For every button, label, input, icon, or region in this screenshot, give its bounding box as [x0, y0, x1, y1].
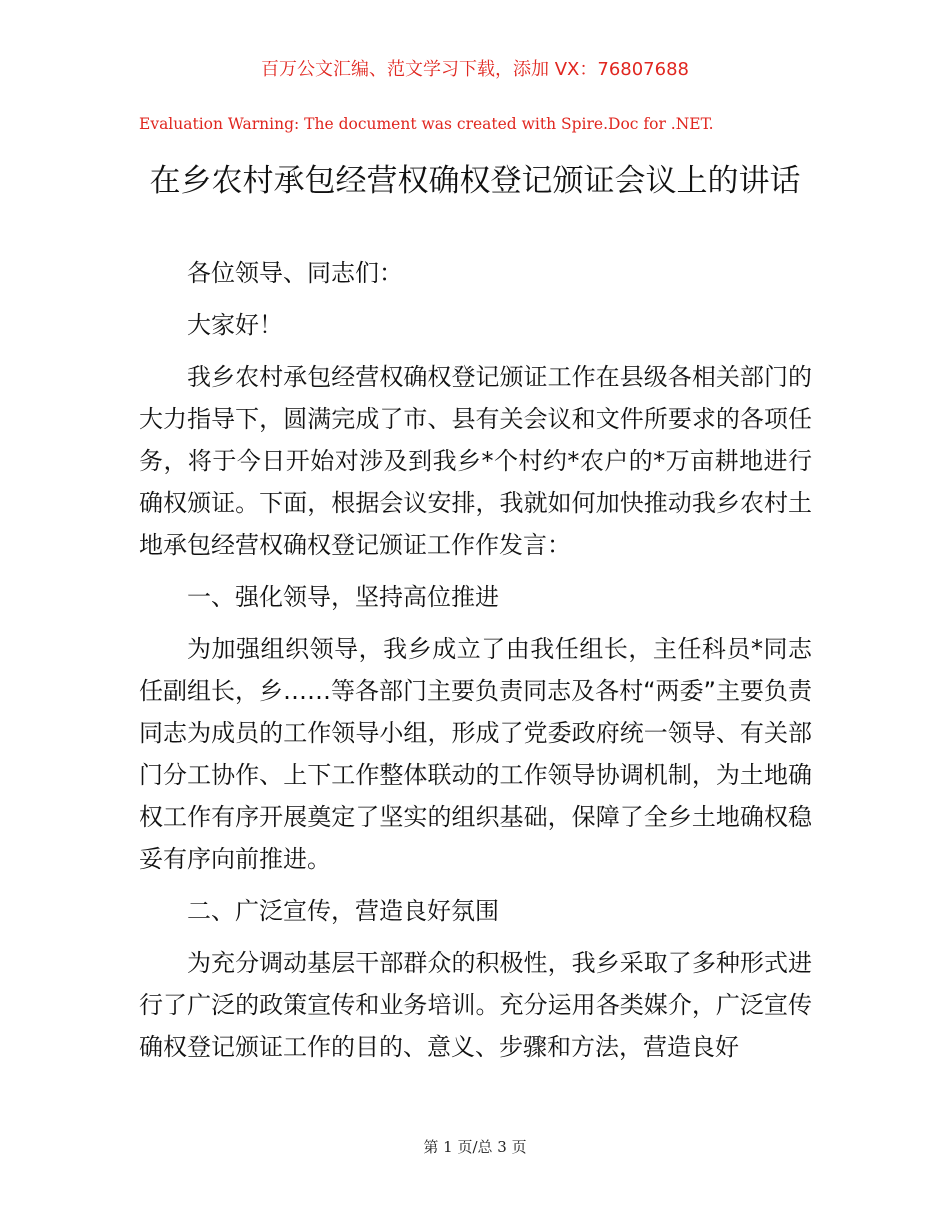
document-body	[139, 252, 812, 1078]
page-number: 第 1 页/总 3 页	[423, 1138, 527, 1156]
salutation: 各位领导、同志们：	[187, 259, 403, 287]
greeting: 大家好！	[187, 311, 283, 339]
paragraph: 我乡农村承包经营权确权登记颁证工作在县级各相关部门的大力指导下，圆满完成了市、县有关会议和文件所要求的各项任务，将于今日开始对涉及到我乡*个村约*农户的*万亩耕地进行确权颁证。下面，根据会议安排，我就如何加快推动我乡农村土地承包经营权确权登记颁证工作作发言：	[139, 363, 812, 559]
section-heading: 二、广泛宣传，营造良好氛围	[187, 897, 499, 925]
paragraph: 为充分调动基层干部群众的积极性，我乡采取了多种形式进行了广泛的政策宣传和业务培训。充分运用各类媒介，广泛宣传确权登记颁证工作的目的、意义、步骤和方法，营造良好	[139, 949, 812, 1061]
document-title: 在乡农村承包经营权确权登记颁证会议上的讲话	[149, 163, 801, 199]
evaluation-warning: Evaluation Warning: The document was created with Spire.Doc for .NET.	[139, 115, 714, 133]
paragraph: 为加强组织领导，我乡成立了由我任组长，主任科员*同志任副组长，乡……等各部门主要负责同志及各村“两委”主要负责同志为成员的工作领导小组，形成了党委政府统一领导、有关部门分工协作、上下工作整体联动的工作领导协调机制，为土地确权工作有序开展奠定了坚实的组织基础，保障了全乡土地确权稳妥有序向前推进。	[139, 635, 812, 873]
section-heading: 一、强化领导，坚持高位推进	[187, 583, 499, 611]
promo-banner: 百万公文汇编、范文学习下载，添加 VX：76807688	[261, 59, 689, 80]
